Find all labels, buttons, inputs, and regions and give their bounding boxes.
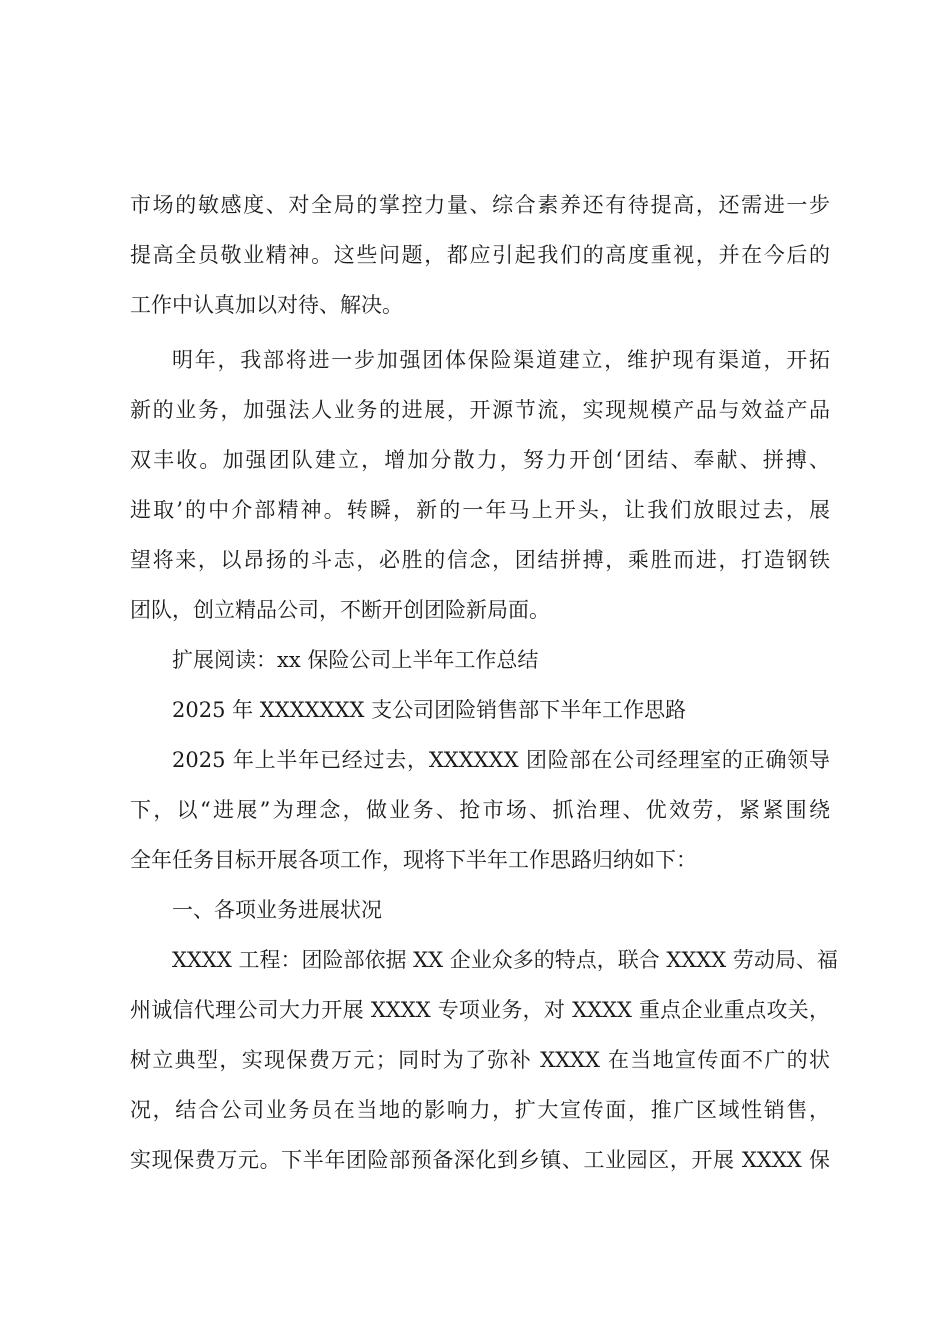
paragraph-next-year	[130, 335, 830, 635]
paragraph-intro	[130, 735, 830, 885]
text-line: 新的业务，加强法人业务的进展，开源节流，实现规模产品与效益产品	[130, 398, 830, 422]
text-line: 况，结合公司业务员在当地的影响力，扩大宣传面，推广区域性销售，	[130, 1098, 830, 1122]
text-line: 进取’的中介部精神。转瞬，新的一年马上开头，让我们放眼过去，展	[130, 498, 830, 522]
text-line: 2025 年上半年已经过去，XXXXXX 团险部在公司经理室的正确领导	[172, 748, 830, 772]
text-line: 实现保费万元。下半年团险部预备深化到乡镇、工业园区，开展 XXXX 保	[130, 1148, 830, 1172]
text-line: 团队，创立精品公司，不断开创团险新局面。	[130, 598, 550, 622]
extended-reading-heading	[130, 635, 830, 685]
text-line: 提高全员敬业精神。这些问题，都应引起我们的高度重视，并在今后的	[130, 243, 830, 267]
section-heading	[130, 885, 830, 935]
text-line: 一、各项业务进展状况	[172, 898, 382, 922]
text-line: 2025 年 XXXXXXX 支公司团险销售部下半年工作思路	[172, 698, 687, 722]
text-line: 树立典型，实现保费万元；同时为了弥补 XXXX 在当地宣传面不广的状	[130, 1048, 830, 1072]
text-line: 市场的敏感度、对全局的掌控力量、综合素养还有待提高，还需进一步	[130, 193, 830, 217]
text-line: 扩展阅读：xx 保险公司上半年工作总结	[172, 648, 539, 672]
text-line: 双丰收。加强团队建立，增加分散力，努力开创‘团结、奉献、拼搏、	[130, 448, 830, 472]
text-line: 全年任务目标开展各项工作，现将下半年工作思路归纳如下：	[130, 848, 697, 872]
text-line: 工作中认真加以对待、解决。	[130, 293, 403, 317]
paragraph-project	[130, 935, 838, 1185]
text-line: 明年，我部将进一步加强团体保险渠道建立，维护现有渠道，开拓	[172, 348, 830, 372]
text-line: XXXX 工程：团险部依据 XX 企业众多的特点，联合 XXXX 劳动局、福	[172, 948, 838, 972]
document-body	[130, 180, 838, 1185]
text-line: 州诚信代理公司大力开展 XXXX 专项业务，对 XXXX 重点企业重点攻关，	[130, 998, 830, 1022]
text-line: 下，以“进展”为理念，做业务、抢市场、抓治理、优效劳，紧紧围绕	[130, 798, 830, 822]
text-line: 望将来，以昂扬的斗志，必胜的信念，团结拼搏，乘胜而进，打造钢铁	[130, 548, 830, 572]
paragraph-problems	[130, 180, 830, 330]
article-title	[130, 685, 830, 735]
